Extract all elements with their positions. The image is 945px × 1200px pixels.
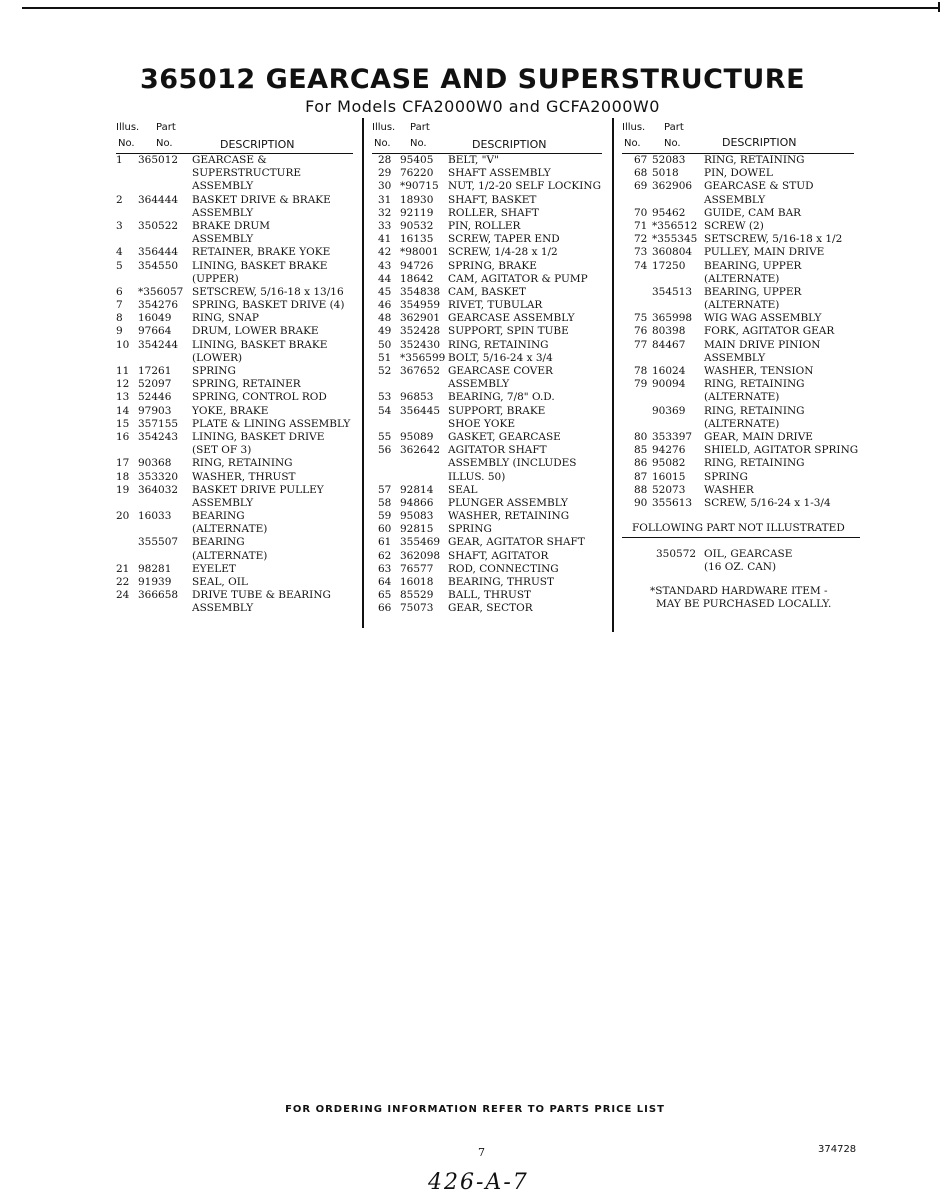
part-number: 367652 xyxy=(400,365,441,377)
part-description: SPRING, RETAINER xyxy=(192,378,301,391)
part-description: ASSEMBLY (INCLUDES xyxy=(448,457,577,470)
illus-number: 60 xyxy=(378,523,392,536)
part-description: ASSEMBLY xyxy=(192,180,254,193)
part-description: ASSEMBLY xyxy=(704,351,766,364)
part-number: 92814 xyxy=(400,483,434,496)
part-description: GEARCASE ASSEMBLY xyxy=(448,312,575,325)
illus-number: 64 xyxy=(378,576,392,588)
part-description: LINING, BASKET DRIVE xyxy=(192,430,325,443)
illus-number: 76 xyxy=(634,325,648,338)
illus-number: 1 xyxy=(116,154,123,166)
part-description: BASKET DRIVE PULLEY xyxy=(192,483,324,496)
part-number: 85529 xyxy=(400,589,434,602)
header-description: DESCRIPTION xyxy=(722,136,797,149)
part-number: *356057 xyxy=(138,285,184,298)
part-number: 95405 xyxy=(400,154,434,166)
part-description: DRUM, LOWER BRAKE xyxy=(192,325,319,338)
part-description: SHAFT ASSEMBLY xyxy=(448,167,551,180)
part-description: BEARING, THRUST xyxy=(448,576,555,588)
part-number: 94866 xyxy=(400,496,434,509)
part-description: ILLUS. 50) xyxy=(448,470,506,483)
part-description: WASHER, RETAINING xyxy=(448,510,570,523)
part-description: BEARING, 7/8" O.D. xyxy=(448,391,555,404)
column-separator xyxy=(362,118,364,628)
illus-number: 88 xyxy=(634,483,648,496)
part-number: 5018 xyxy=(652,167,679,180)
part-description: PULLEY, MAIN DRIVE xyxy=(704,246,825,259)
illus-number: 14 xyxy=(116,404,130,417)
illus-number: 71 xyxy=(634,219,648,232)
illus-number: 33 xyxy=(378,219,392,232)
not-illustrated-rule xyxy=(622,537,860,538)
part-description: (UPPER) xyxy=(192,272,239,285)
illus-number: 80 xyxy=(634,430,648,443)
illus-number: 20 xyxy=(116,510,130,523)
part-description: BOLT, 5/16-24 x 3/4 xyxy=(448,351,553,364)
column-separator xyxy=(612,118,614,632)
illus-number: 8 xyxy=(116,312,123,325)
part-description: BELT, "V" xyxy=(448,154,499,166)
illus-number: 66 xyxy=(378,602,392,615)
part-description: RIVET, TUBULAR xyxy=(448,299,543,312)
header-part: Part xyxy=(410,122,430,133)
illus-number: 57 xyxy=(378,483,392,496)
part-number: 17250 xyxy=(652,259,686,272)
illus-number: 70 xyxy=(634,206,648,219)
illus-number: 7 xyxy=(116,299,123,312)
part-description: GEAR, MAIN DRIVE xyxy=(704,430,813,443)
part-description: RING, RETAINING xyxy=(192,457,293,470)
part-number: 97664 xyxy=(138,325,172,338)
illus-number: 22 xyxy=(116,576,130,588)
part-description: CAM, AGITATOR & PUMP xyxy=(448,272,588,285)
handwritten-annotation: 426-A-7 xyxy=(428,1170,529,1195)
part-description: (ALTERNATE) xyxy=(192,523,268,536)
part-description: BEARING, UPPER xyxy=(704,259,802,272)
part-number: 95082 xyxy=(652,457,686,470)
illus-number: 46 xyxy=(378,299,392,312)
part-number: 90094 xyxy=(652,378,686,391)
header-illus-no: No. xyxy=(624,138,641,149)
part-description: (SET OF 3) xyxy=(192,444,252,457)
part-description: RING, RETAINING xyxy=(448,338,549,351)
ordering-footer: FOR ORDERING INFORMATION REFER TO PARTS PRICE LIST xyxy=(285,1104,665,1115)
part-number: 96853 xyxy=(400,391,434,404)
illus-number: 56 xyxy=(378,444,392,457)
part-description: SUPERSTRUCTURE xyxy=(192,167,302,180)
illus-number: 78 xyxy=(634,365,648,377)
part-number: 352428 xyxy=(400,325,441,338)
part-number: 16018 xyxy=(400,576,434,588)
part-description: SCREW, 5/16-24 x 1-3/4 xyxy=(704,496,831,509)
illus-number: 73 xyxy=(634,246,648,259)
part-description: AGITATOR SHAFT xyxy=(448,444,547,457)
illus-number: 65 xyxy=(378,589,392,602)
part-number: 98281 xyxy=(138,562,172,575)
part-number: 365012 xyxy=(138,154,179,166)
page-title: 365012 GEARCASE AND SUPERSTRUCTURE xyxy=(139,64,806,95)
part-description: (LOWER) xyxy=(192,351,243,364)
part-number: 360804 xyxy=(652,246,693,259)
part-description: GEAR, AGITATOR SHAFT xyxy=(448,536,585,549)
part-description: SPRING, BASKET DRIVE (4) xyxy=(192,299,345,312)
illus-number: 43 xyxy=(378,259,392,272)
illus-number: 6 xyxy=(116,285,123,298)
part-description: (ALTERNATE) xyxy=(192,549,268,562)
part-description: SEAL xyxy=(448,483,478,496)
part-description: BALL, THRUST xyxy=(448,589,532,602)
part-description: WASHER, THRUST xyxy=(192,470,296,483)
part-number: 354838 xyxy=(400,285,441,298)
part-description: SCREW, 1/4-28 x 1/2 xyxy=(448,246,558,259)
part-number: 91939 xyxy=(138,576,172,588)
part-description: (ALTERNATE) xyxy=(704,391,780,404)
part-number: 354276 xyxy=(138,299,179,312)
part-number: 17261 xyxy=(138,365,172,377)
part-number: 76220 xyxy=(400,167,434,180)
part-description: SHOE YOKE xyxy=(448,417,516,430)
part-number: 353397 xyxy=(652,430,693,443)
standard-hardware-note-cont: MAY BE PURCHASED LOCALLY. xyxy=(656,597,832,610)
illus-number: 15 xyxy=(116,417,130,430)
part-number: 92119 xyxy=(400,206,434,219)
part-number: 354243 xyxy=(138,430,179,443)
part-number: 84467 xyxy=(652,338,686,351)
part-description: GUIDE, CAM BAR xyxy=(704,206,802,219)
part-description: LINING, BASKET BRAKE xyxy=(192,259,328,272)
part-number: 364032 xyxy=(138,483,179,496)
not-illustrated-section xyxy=(622,522,862,611)
illus-number: 42 xyxy=(378,246,392,259)
part-number: 52446 xyxy=(138,391,172,404)
part-description: YOKE, BRAKE xyxy=(192,404,269,417)
header-part: Part xyxy=(664,122,684,133)
illus-number: 63 xyxy=(378,562,392,575)
part-number: 362901 xyxy=(400,312,441,325)
illus-number: 59 xyxy=(378,510,392,523)
illus-number: 86 xyxy=(634,457,648,470)
illus-number: 28 xyxy=(378,154,392,166)
header-part-no: No. xyxy=(410,138,427,149)
part-description: PIN, DOWEL xyxy=(704,167,773,180)
part-number: 18642 xyxy=(400,272,434,285)
part-number: 355469 xyxy=(400,536,441,549)
part-description: (ALTERNATE) xyxy=(704,417,780,430)
part-description: DRIVE TUBE & BEARING xyxy=(192,589,331,602)
part-description: ASSEMBLY xyxy=(448,378,510,391)
part-description: SETSCREW, 5/16-18 x 1/2 xyxy=(704,233,843,246)
part-description-cont: (16 OZ. CAN) xyxy=(704,561,777,574)
part-number: 95083 xyxy=(400,510,434,523)
part-description: OIL, GEARCASE xyxy=(704,548,793,561)
part-number: 353320 xyxy=(138,470,179,483)
part-description: SUPPORT, BRAKE xyxy=(448,404,546,417)
part-number: 362642 xyxy=(400,444,441,457)
illus-number: 62 xyxy=(378,549,392,562)
illus-number: 2 xyxy=(116,193,123,206)
illus-number: 77 xyxy=(634,338,648,351)
top-rule xyxy=(22,7,940,9)
not-illustrated-item xyxy=(622,548,862,561)
header-illus: Illus. xyxy=(372,122,396,133)
header-part-no: No. xyxy=(156,138,173,149)
illus-number: 74 xyxy=(634,259,648,272)
part-number: *355345 xyxy=(652,233,698,246)
part-description: BEARING xyxy=(192,536,245,549)
part-description: ROD, CONNECTING xyxy=(448,562,559,575)
part-number: 354550 xyxy=(138,259,179,272)
part-description: LINING, BASKET BRAKE xyxy=(192,338,328,351)
part-description: MAIN DRIVE PINION xyxy=(704,338,821,351)
illus-number: 3 xyxy=(116,219,123,232)
illus-number: 68 xyxy=(634,167,648,180)
header-illus: Illus. xyxy=(622,122,646,133)
part-description: NUT, 1/2-20 SELF LOCKING xyxy=(448,180,601,193)
illus-number: 32 xyxy=(378,206,392,219)
part-description: BEARING, UPPER xyxy=(704,285,802,298)
part-number: 352430 xyxy=(400,338,441,351)
part-description: CAM, BASKET xyxy=(448,285,527,298)
header-illus-no: No. xyxy=(374,138,391,149)
part-description: (ALTERNATE) xyxy=(704,299,780,312)
part-number: 16049 xyxy=(138,312,172,325)
illus-number: 51 xyxy=(378,351,392,364)
illus-number: 30 xyxy=(378,180,392,193)
illus-number: 55 xyxy=(378,430,392,443)
part-number: 356444 xyxy=(138,246,179,259)
part-number: 75073 xyxy=(400,602,434,615)
part-number: 52097 xyxy=(138,378,172,391)
illus-number: 72 xyxy=(634,233,648,246)
illus-number: 29 xyxy=(378,167,392,180)
header-part-no: No. xyxy=(664,138,681,149)
part-description: RING, SNAP xyxy=(192,312,259,325)
part-description: GEARCASE COVER xyxy=(448,365,553,377)
part-number: 16135 xyxy=(400,233,434,246)
part-number: 90368 xyxy=(138,457,172,470)
page-subtitle: For Models CFA2000W0 and GCFA2000W0 xyxy=(305,97,660,116)
illus-number: 16 xyxy=(116,430,130,443)
part-number: 354959 xyxy=(400,299,441,312)
part-description: ASSEMBLY xyxy=(192,233,254,246)
part-description: ASSEMBLY xyxy=(192,602,254,615)
illus-number: 13 xyxy=(116,391,130,404)
illus-number: 48 xyxy=(378,312,392,325)
part-description: PLATE & LINING ASSEMBLY xyxy=(192,417,351,430)
part-description: GEARCASE & xyxy=(192,154,267,166)
part-number: *90715 xyxy=(400,180,439,193)
part-description: SETSCREW, 5/16-18 x 13/16 xyxy=(192,285,344,298)
part-number: 355613 xyxy=(652,496,693,509)
document-number: 374728 xyxy=(818,1144,857,1155)
part-description: WASHER, TENSION xyxy=(704,365,814,377)
part-number: 92815 xyxy=(400,523,434,536)
part-number: 16033 xyxy=(138,510,172,523)
part-number: 97903 xyxy=(138,404,172,417)
illus-number: 9 xyxy=(116,325,123,338)
illus-number: 85 xyxy=(634,444,648,457)
part-description: FORK, AGITATOR GEAR xyxy=(704,325,835,338)
part-description: BASKET DRIVE & BRAKE xyxy=(192,193,331,206)
part-description: RING, RETAINING xyxy=(704,378,805,391)
part-description: PLUNGER ASSEMBLY xyxy=(448,496,568,509)
illus-number: 41 xyxy=(378,233,392,246)
part-description: ASSEMBLY xyxy=(704,193,766,206)
part-number: 95089 xyxy=(400,430,434,443)
part-number: 366658 xyxy=(138,589,179,602)
illus-number: 50 xyxy=(378,338,392,351)
illus-number: 49 xyxy=(378,325,392,338)
part-description: GEAR, SECTOR xyxy=(448,602,533,615)
illus-number: 17 xyxy=(116,457,130,470)
top-rule-tick xyxy=(938,2,940,12)
part-number: 94726 xyxy=(400,259,434,272)
header-description: DESCRIPTION xyxy=(220,138,295,151)
header-part: Part xyxy=(156,122,176,133)
illus-number: 54 xyxy=(378,404,392,417)
illus-number: 11 xyxy=(116,365,130,377)
illus-number: 18 xyxy=(116,470,130,483)
part-description: SPRING xyxy=(192,365,236,377)
part-description: SCREW (2) xyxy=(704,219,764,232)
illus-number: 52 xyxy=(378,365,392,377)
standard-hardware-note: *STANDARD HARDWARE ITEM - xyxy=(650,584,828,597)
part-description: ROLLER, SHAFT xyxy=(448,206,539,219)
part-number: 350522 xyxy=(138,219,179,232)
part-number: 362906 xyxy=(652,180,693,193)
part-number: 354244 xyxy=(138,338,179,351)
part-description: RING, RETAINING xyxy=(704,154,805,166)
part-number: *356512 xyxy=(652,219,698,232)
illus-number: 21 xyxy=(116,562,130,575)
part-description: SPRING, BRAKE xyxy=(448,259,537,272)
illus-number: 67 xyxy=(634,154,648,166)
part-description: WASHER xyxy=(704,483,754,496)
illus-number: 10 xyxy=(116,338,130,351)
part-number: 357155 xyxy=(138,417,179,430)
part-number: 356445 xyxy=(400,404,441,417)
part-description: GASKET, GEARCASE xyxy=(448,430,561,443)
part-number: 354513 xyxy=(652,285,693,298)
part-description: RING, RETAINING xyxy=(704,457,805,470)
part-number: 350572 xyxy=(656,548,697,561)
not-illustrated-heading: FOLLOWING PART NOT ILLUSTRATED xyxy=(632,522,845,534)
part-number: 365998 xyxy=(652,312,693,325)
part-number: 94276 xyxy=(652,444,686,457)
part-description: RETAINER, BRAKE YOKE xyxy=(192,246,331,259)
illus-number: 90 xyxy=(634,496,648,509)
part-number: 16015 xyxy=(652,470,686,483)
part-description: WIG WAG ASSEMBLY xyxy=(704,312,822,325)
page-number: 7 xyxy=(478,1146,485,1159)
illus-number: 4 xyxy=(116,246,123,259)
part-number: 90532 xyxy=(400,219,434,232)
part-description: BEARING xyxy=(192,510,245,523)
part-description: PIN, ROLLER xyxy=(448,219,521,232)
part-description: SHAFT, BASKET xyxy=(448,193,537,206)
part-number: 355507 xyxy=(138,536,179,549)
header-illus: Illus. xyxy=(116,122,140,133)
illus-number: 31 xyxy=(378,193,392,206)
header-description: DESCRIPTION xyxy=(472,138,547,151)
illus-number: 61 xyxy=(378,536,392,549)
part-number: 90369 xyxy=(652,404,686,417)
part-number: 76577 xyxy=(400,562,434,575)
part-number: 95462 xyxy=(652,206,686,219)
part-description: SPRING xyxy=(704,470,748,483)
part-description: SPRING xyxy=(448,523,492,536)
illus-number: 69 xyxy=(634,180,648,193)
part-description: BRAKE DRUM xyxy=(192,219,270,232)
part-number: *356599 xyxy=(400,351,446,364)
part-description: SCREW, TAPER END xyxy=(448,233,560,246)
illus-number: 5 xyxy=(116,259,123,272)
part-number: 16024 xyxy=(652,365,686,377)
illus-number: 75 xyxy=(634,312,648,325)
part-description: SHIELD, AGITATOR SPRING xyxy=(704,444,859,457)
part-number: 364444 xyxy=(138,193,179,206)
illus-number: 24 xyxy=(116,589,130,602)
illus-number: 45 xyxy=(378,285,392,298)
part-description: SUPPORT, SPIN TUBE xyxy=(448,325,569,338)
illus-number: 12 xyxy=(116,378,130,391)
illus-number: 87 xyxy=(634,470,648,483)
part-number: 362098 xyxy=(400,549,441,562)
part-number: *98001 xyxy=(400,246,439,259)
part-description: ASSEMBLY xyxy=(192,496,254,509)
part-description: ASSEMBLY xyxy=(192,206,254,219)
part-number: 52073 xyxy=(652,483,686,496)
part-description: (ALTERNATE) xyxy=(704,272,780,285)
part-description: GEARCASE & STUD xyxy=(704,180,814,193)
part-description: EYELET xyxy=(192,562,236,575)
header-illus-no: No. xyxy=(118,138,135,149)
part-number: 52083 xyxy=(652,154,686,166)
part-number: 18930 xyxy=(400,193,434,206)
illus-number: 44 xyxy=(378,272,392,285)
part-description: SPRING, CONTROL ROD xyxy=(192,391,327,404)
illus-number: 53 xyxy=(378,391,392,404)
illus-number: 79 xyxy=(634,378,648,391)
part-number: 80398 xyxy=(652,325,686,338)
part-description: SHAFT, AGITATOR xyxy=(448,549,549,562)
part-description: SEAL, OIL xyxy=(192,576,248,588)
part-description: RING, RETAINING xyxy=(704,404,805,417)
illus-number: 58 xyxy=(378,496,392,509)
illus-number: 19 xyxy=(116,483,130,496)
